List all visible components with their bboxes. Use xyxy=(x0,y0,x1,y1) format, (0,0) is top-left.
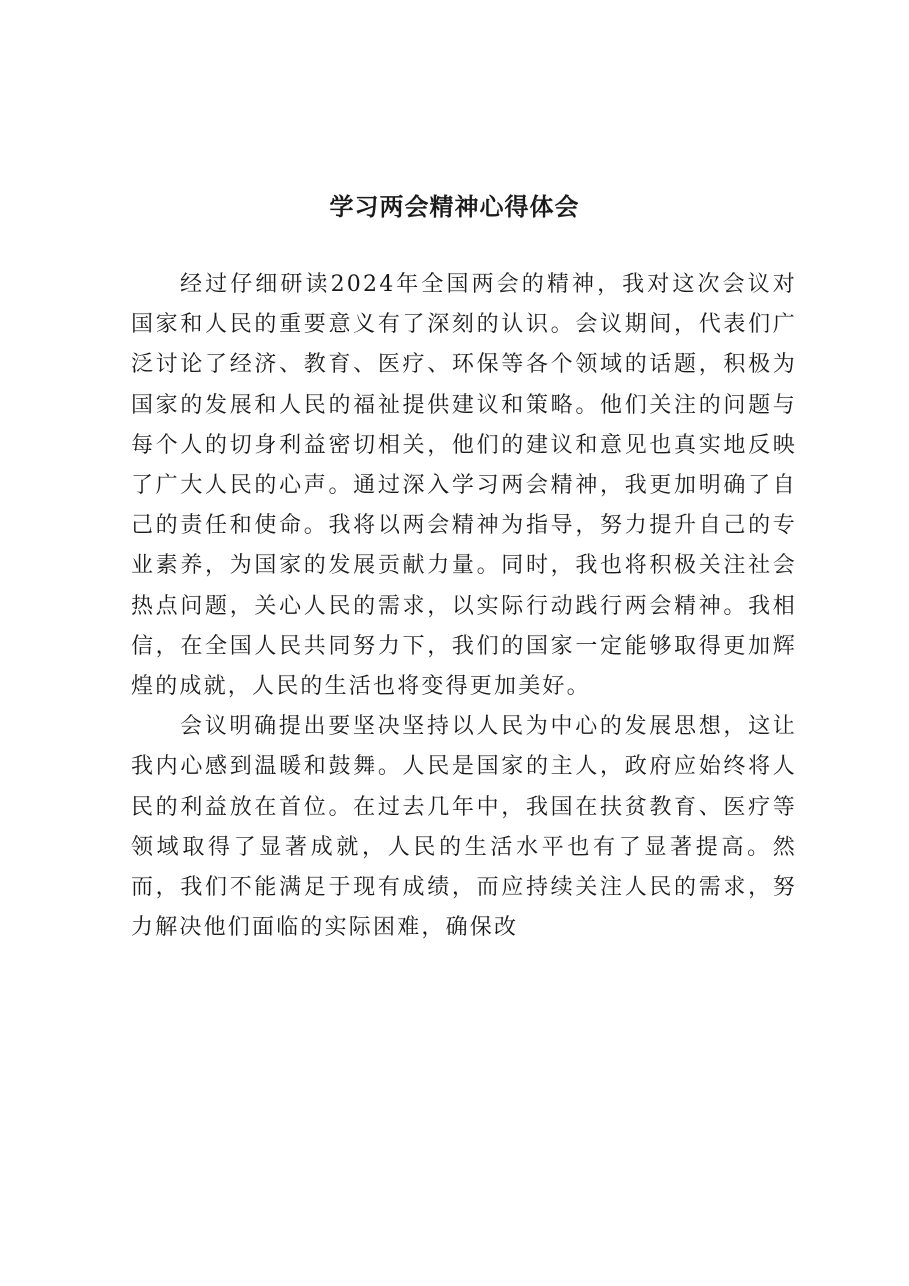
document-body xyxy=(131,265,797,948)
paragraph-2: 会议明确提出要坚决坚持以人民为中心的发展思想，这让我内心感到温暖和鼓舞。人民是国家的主人，政府应始终将人民的利益放在首位。在过去几年中，我国在扶贫教育、医疗等领域取得了显著成就，人民的生活水平也有了显著提高。然而，我们不能满足于现有成绩，而应持续关注人民的需求，努力解决他们面临的实际困难，确保改 xyxy=(131,714,797,941)
paragraph-1: 经过仔细研读2024年全国两会的精神，我对这次会议对国家和人民的重要意义有了深刻的认识。会议期间，代表们广泛讨论了经济、教育、医疗、环保等各个领域的话题，积极为国家的发展和人民的福祉提供建议和策略。他们关注的问题与每个人的切身利益密切相关，他们的建议和意见也真实地反映了广大人民的心声。通过深入学习两会精神，我更加明确了自己的责任和使命。我将以两会精神为指导，努力提升自己的专业素养，为国家的发展贡献力量。同时，我也将积极关注社会热点问题，关心人民的需求，以实际行动践行两会精神。我相信，在全国人民共同努力下，我们的国家一定能够取得更加辉煌的成就，人民的生活也将变得更加美好。 xyxy=(131,272,797,700)
document-title: 学习两会精神心得体会 xyxy=(329,192,580,221)
